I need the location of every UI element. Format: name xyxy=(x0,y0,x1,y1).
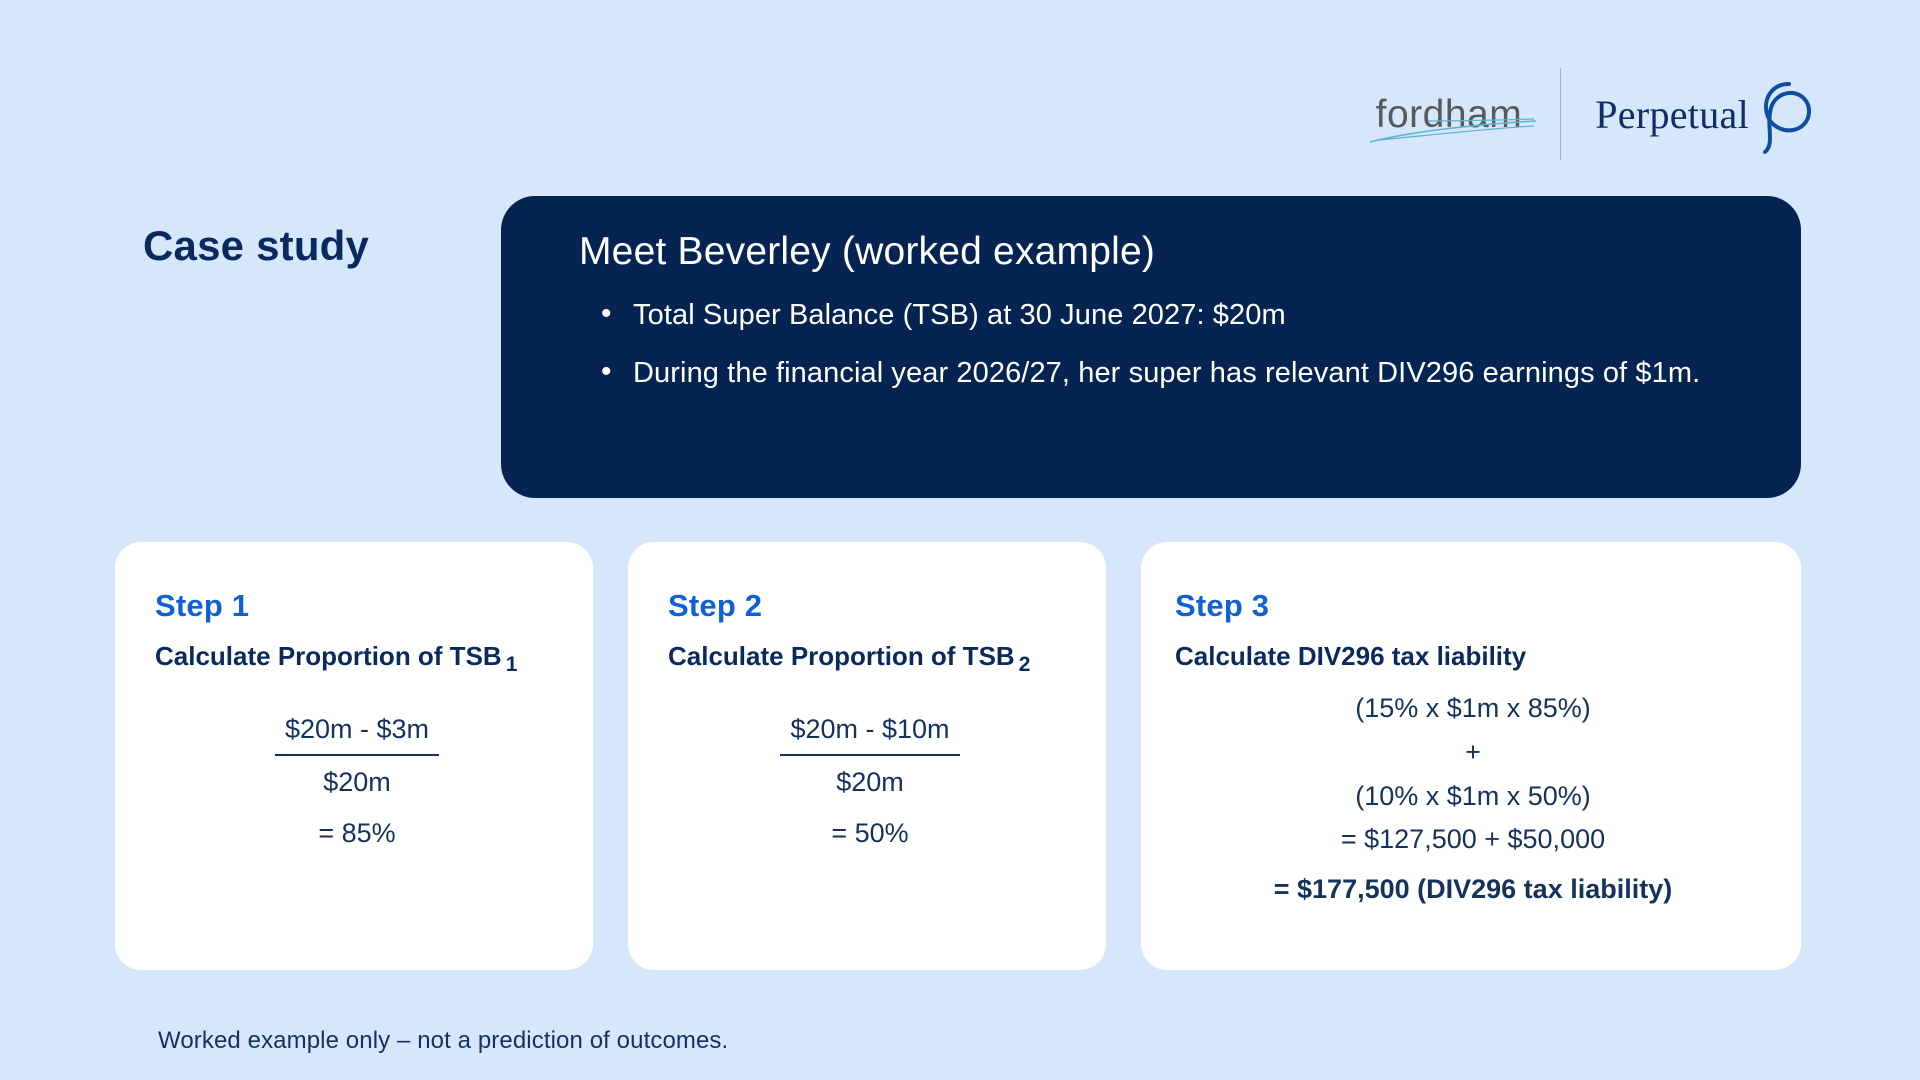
step-1-subscript: 1 xyxy=(505,653,518,677)
steps-container xyxy=(115,542,1801,970)
step-1-result: = 85% xyxy=(318,818,396,849)
step-2-fraction xyxy=(780,709,959,802)
step-3-line-2: + xyxy=(1465,737,1481,767)
step-2-result: = 50% xyxy=(831,818,909,849)
step-1-numerator: $20m - $3m xyxy=(275,709,439,756)
step-2-description-text: Calculate Proportion of TSB xyxy=(668,641,1015,671)
step-1-label: Step 1 xyxy=(155,588,250,623)
step-2-numerator: $20m - $10m xyxy=(780,709,959,756)
step-3-total: = $177,500 (DIV296 tax liability) xyxy=(1273,874,1673,905)
case-study-panel xyxy=(501,196,1801,498)
panel-heading: Meet Beverley (worked example) xyxy=(579,230,1156,273)
step-2-subscript: 2 xyxy=(1018,653,1031,677)
perpetual-p-icon xyxy=(1751,78,1825,156)
step-1-description-text: Calculate Proportion of TSB xyxy=(155,641,502,671)
step-3-label: Step 3 xyxy=(1175,588,1270,623)
list-item: • During the financial year 2026/27, her super has relevant DIV296 earnings of $1m. xyxy=(633,354,1747,392)
step-card-2 xyxy=(628,542,1106,970)
step-2-description xyxy=(668,640,1072,679)
step-1-fraction xyxy=(275,709,439,802)
logo-divider xyxy=(1560,68,1561,160)
list-item: • Total Super Balance (TSB) at 30 June 2027: $20m xyxy=(633,296,1747,334)
brand-logo-bar xyxy=(1376,68,1825,160)
perpetual-wordmark: Perpetual xyxy=(1595,91,1749,137)
footnote: Worked example only – not a prediction of outcomes. xyxy=(158,1027,729,1054)
fordham-logo xyxy=(1375,92,1561,136)
step-3-description: Calculate DIV296 tax liability xyxy=(1175,641,1527,671)
step-card-3 xyxy=(1141,542,1801,970)
step-2-formula xyxy=(668,709,1072,802)
perpetual-logo xyxy=(1595,72,1825,156)
step-3-line-3: (10% x $1m x 50%) xyxy=(1355,780,1591,811)
step-3-line-1: (15% x $1m x 85%) xyxy=(1355,693,1591,724)
fordham-swoosh-icon xyxy=(1368,118,1538,144)
step-3-line-4: = $127,500 + $50,000 xyxy=(1340,824,1606,855)
step-3-calculation xyxy=(1175,687,1771,912)
panel-bullet-list xyxy=(579,296,1747,393)
fordham-wordmark: fordham xyxy=(1375,92,1523,136)
step-1-formula xyxy=(155,709,559,802)
step-2-label: Step 2 xyxy=(668,588,763,623)
step-1-denominator: $20m xyxy=(323,766,391,797)
step-card-1 xyxy=(115,542,593,970)
step-2-denominator: $20m xyxy=(836,766,904,797)
page-title: Case study xyxy=(143,222,370,269)
step-1-description xyxy=(155,640,559,679)
